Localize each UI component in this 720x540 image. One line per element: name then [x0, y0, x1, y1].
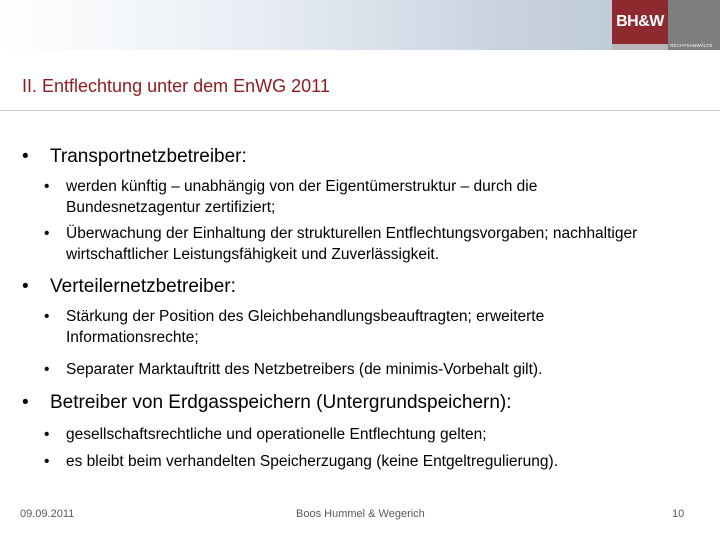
list-item — [44, 223, 684, 265]
bullet-icon: • — [44, 178, 50, 195]
list-item-text: es bleibt beim verhandelten Speicherzugang (keine Entgeltregulierung). — [66, 453, 559, 470]
bullet-icon: • — [44, 361, 50, 378]
heading-text: Transportnetzbetreiber: — [50, 146, 247, 167]
footer-page-number: 10 — [672, 508, 685, 520]
bullet-icon: • — [22, 276, 29, 297]
section-heading-2 — [22, 276, 236, 298]
list-item — [44, 176, 684, 218]
list-item — [44, 359, 684, 380]
slide-title: II. Entflechtung unter dem EnWG 2011 — [22, 76, 330, 96]
bullet-icon: • — [22, 146, 29, 167]
logo-text: BH&W — [616, 13, 664, 30]
logo-subtext: RECHTSANWÄLTE — [670, 43, 713, 48]
bullet-icon: • — [44, 225, 50, 242]
list-item-text: Separater Marktauftritt des Netzbetreibers (de minimis-Vorbehalt gilt). — [66, 361, 543, 378]
firm-logo — [612, 0, 668, 44]
list-item-text: gesellschaftsrechtliche und operationelle Entflechtung gelten; — [66, 426, 487, 443]
footer-firm: Boos Hummel & Wegerich — [296, 508, 425, 520]
section-heading-3 — [22, 392, 512, 414]
bullet-icon: • — [44, 426, 50, 443]
bullet-icon: • — [44, 453, 50, 470]
heading-text: Verteilernetzbetreiber: — [50, 276, 236, 297]
footer-date: 09.09.2011 — [20, 508, 75, 520]
title-divider — [0, 110, 720, 111]
list-item-text: Stärkung der Position des Gleichbehandlungsbeauftragten; erweiterte Informationsrechte; — [66, 308, 545, 346]
list-item — [44, 451, 684, 472]
heading-text: Betreiber von Erdgasspeichern (Untergrundspeichern): — [50, 392, 512, 413]
list-item-text: werden künftig – unabhängig von der Eigentümerstruktur – durch die Bundesnetzagentur zertifiziert; — [66, 178, 538, 216]
section-heading-1 — [22, 146, 247, 168]
list-item — [44, 306, 684, 348]
list-item-text: Überwachung der Einhaltung der strukturellen Entflechtungsvorgaben; nachhaltiger wirtschaftlicher Leistungsfähigkeit und Zuverlässigkeit. — [66, 225, 638, 263]
logo-strip — [612, 44, 668, 50]
list-item — [44, 424, 684, 445]
bullet-icon: • — [22, 392, 29, 413]
bullet-icon: • — [44, 308, 50, 325]
